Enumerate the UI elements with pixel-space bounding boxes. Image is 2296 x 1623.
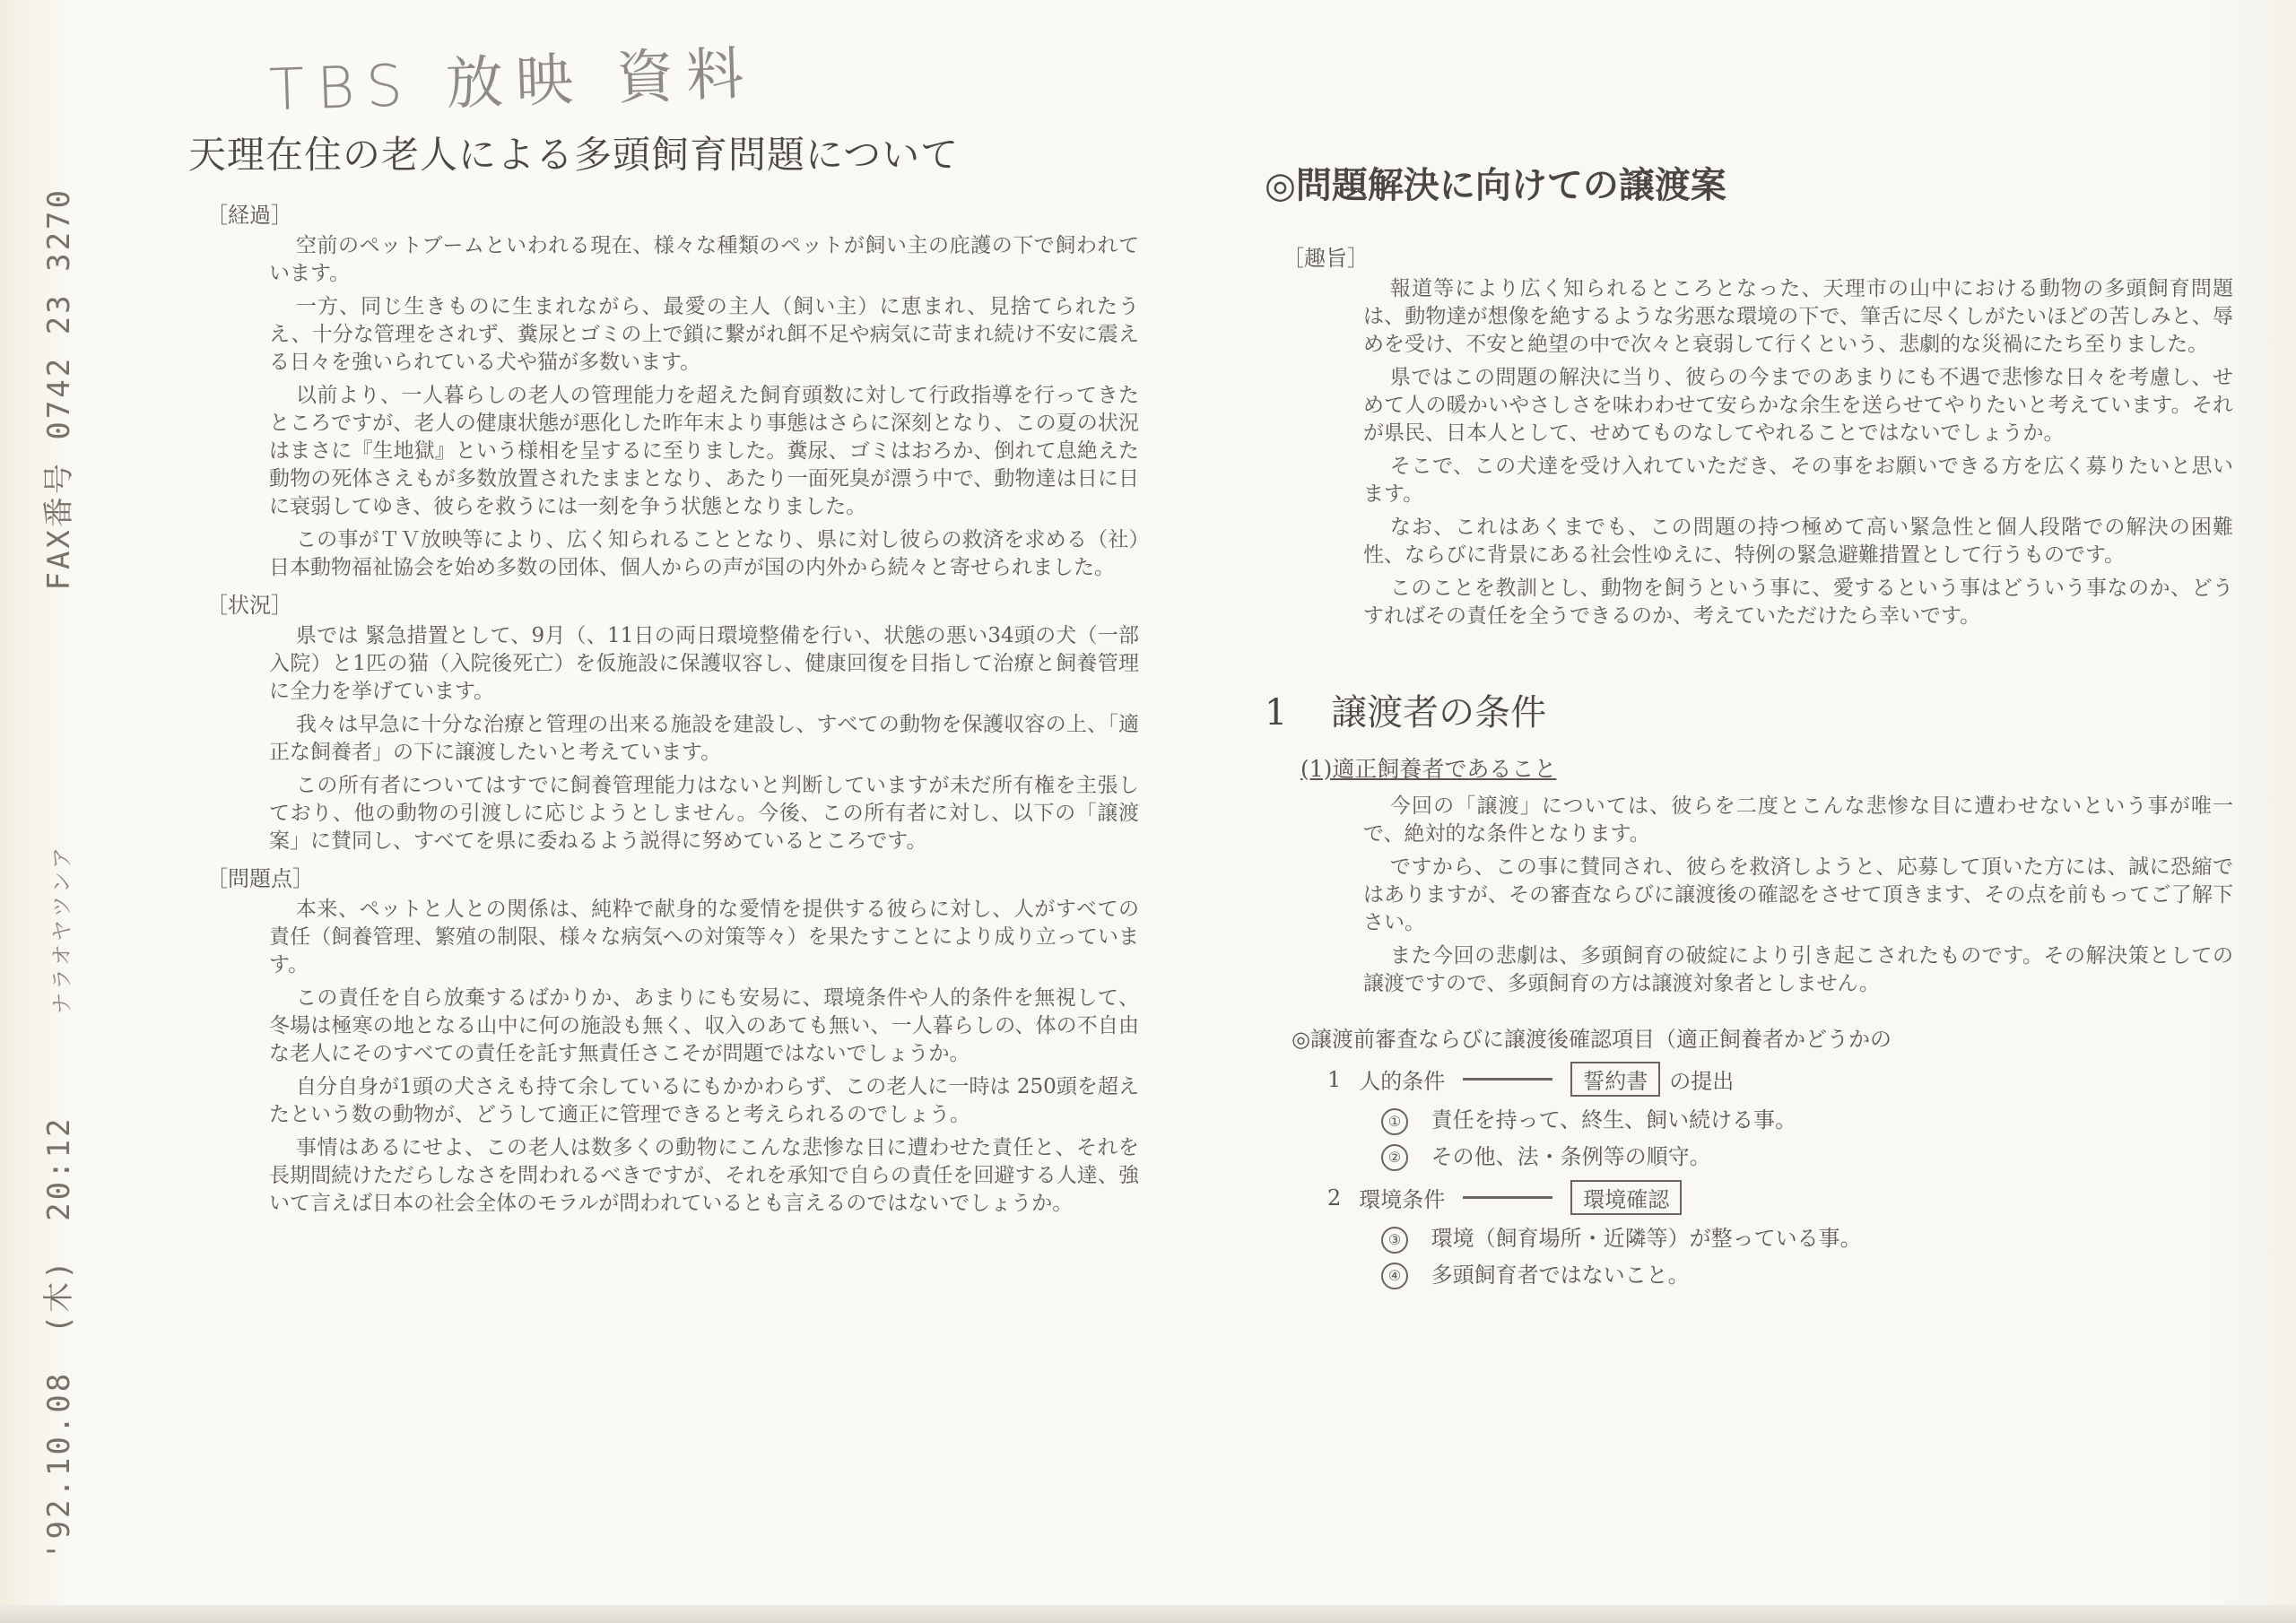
paragraph: このことを教訓とし、動物を飼うという事に、愛するという事はどういう事なのか、どうすればその責任を全うできるのか、考えていただけたら幸いです。 bbox=[1363, 577, 2233, 628]
subitem-text: 責任を持って、終生、飼い続ける事。 bbox=[1431, 1107, 1797, 1133]
section-label: ［問題点］ bbox=[206, 866, 314, 891]
paragraph: 一方、同じ生きものに生まれながら、最愛の主人（飼い主）に恵まれ、見捨てられたうえ、十分な管理をされず、糞尿とゴミの上で鎖に繋がれ餌不足や病気に苛まれ続け不安に震える日々を強いられている犬や猫が多数います。 bbox=[269, 295, 1139, 374]
requirement-subitem bbox=[1381, 1220, 2233, 1254]
paragraph: 県では 緊急措置として、9月（、11日の両日環境整備を行い、状態の悪い34頭の犬（一部入院）と1匹の猫（入院後死亡）を仮施設に保護収容し、健康回復を目指して治療と飼養管理に全力を挙げています。 bbox=[269, 624, 1139, 703]
requirement-number: 1 bbox=[1327, 1066, 1342, 1092]
paragraph: また今回の悲劇は、多頭飼育の破綻により引き起こされたものです。その解決策としての譲渡ですので、多頭飼育の方は譲渡対象者としません。 bbox=[1363, 944, 2233, 995]
paragraph: 今回の「譲渡」については、彼らを二度とこんな悲惨な目に遭わせないという事が唯一で、絶対的な条件となります。 bbox=[1363, 794, 2233, 846]
section-history bbox=[188, 197, 1139, 582]
paragraph: 報道等により広く知られるところとなった、天理市の山中における動物の多頭飼育問題は、動物達が想像を絶するような劣悪な環境の下で、筆舌に尽くしがたいほどの苦しみと、辱めを受け、不安と絶望の中で次々と衰弱して行くという、悲劇的な災禍にたち至りました。 bbox=[1363, 277, 2233, 356]
handwritten-note: TBS 放映 資料 bbox=[268, 40, 758, 125]
page-edge-shadow bbox=[0, 1605, 2296, 1623]
section-problems bbox=[188, 861, 1139, 1218]
conditions-subheading: (1)適正飼養者であること bbox=[1300, 756, 1557, 782]
section-label: ［趣旨］ bbox=[1283, 246, 1369, 271]
requirement-personal bbox=[1327, 1062, 2233, 1097]
section-label: ［経過］ bbox=[206, 203, 292, 228]
paragraph: 事情はあるにせよ、この老人は数多くの動物にこんな悲惨な日に遭わせた責任と、それを長期間続けただらしなさを問われるべきですが、それを承知で自らの責任を回避する人達、強いて言えば日本の社会全体のモラルが問われているとも言えるのではないでしょうか。 bbox=[269, 1136, 1139, 1215]
circled-number: ① bbox=[1381, 1108, 1408, 1135]
conditions-heading bbox=[1265, 684, 2233, 735]
fax-date: '92.10.08 bbox=[41, 1370, 77, 1560]
paragraph: 空前のペットブームといわれる現在、様々な種類のペットが飼い主の庇護の下で飼われています。 bbox=[269, 234, 1139, 285]
right-column bbox=[1265, 157, 2233, 1293]
paragraph: 県ではこの問題の解決に当り、彼らの今までのあまりにも不遇で悲惨な日々を考慮し、せめて人の暖かいやさしさを味わわせて安らかな余生を送らせてやりたいと考えています。それが県民、日本人として、せめてものなしてやれることではないでしょうか。 bbox=[1363, 366, 2233, 445]
paragraph: ですから、この事に賛同され、彼らを救済しようと、応募して頂いた方には、誠に恐縮ではありますが、その審査ならびに譲渡後の確認をさせて頂きます、その点を前もってご了解下さい。 bbox=[1363, 855, 2233, 934]
paragraph: 本来、ペットと人との関係は、純粋で献身的な愛情を提供する彼らに対し、人がすべての責任（飼養管理、繁殖の制限、様々な病気への対策等々）を果たすことにより成り立っています。 bbox=[269, 898, 1139, 976]
check-items-title: ◎譲渡前審査ならびに譲渡後確認項目（適正飼養者かどうかの bbox=[1292, 1027, 1892, 1052]
requirement-suffix: の提出 bbox=[1669, 1069, 1735, 1094]
dash-line bbox=[1463, 1196, 1552, 1199]
fax-transmission-header bbox=[34, 0, 78, 1560]
proposal-title: ◎問題解決に向けての譲渡案 bbox=[1265, 164, 1726, 206]
fax-number: FAX番号 0742 23 3270 bbox=[41, 187, 77, 591]
requirement-subitem bbox=[1381, 1139, 2233, 1172]
paragraph: なお、これはあくまでも、この問題の持つ極めて高い緊急性と個人段階での解決の困難性、ならびに背景にある社会性ゆえに、特例の緊急避難措置として行うものです。 bbox=[1363, 516, 2234, 567]
requirement-number: 2 bbox=[1327, 1185, 1342, 1211]
requirement-label: 環境条件 bbox=[1359, 1187, 1446, 1212]
subitem-text: 環境（飼育場所・近隣等）が整っている事。 bbox=[1431, 1226, 1862, 1251]
requirement-label: 人的条件 bbox=[1359, 1069, 1446, 1094]
requirement-subitem bbox=[1381, 1102, 2233, 1135]
paragraph: 以前より、一人暮らしの老人の管理能力を超えた飼育頭数に対して行政指導を行ってきたところですが、老人の健康状態が悪化した昨年末より事態はさらに深刻となり、この夏の状況はまさに『生地獄』という様相を呈するに至りました。糞尿、ゴミはおろか、倒れて息絶えた動物の死体さえもが多数放置されたままとなり、あたり一面死臭が漂う中で、動物達は日に日に衰弱してゆき、彼らを救うには一刻を争う状態となりました。 bbox=[269, 384, 1139, 518]
paragraph: 我々は早急に十分な治療と管理の出来る施設を建設し、すべての動物を保護収容の上、「適正な飼養者」の下に譲渡したいと考えています。 bbox=[269, 713, 1139, 764]
subitem-text: 多頭飼育者ではないこと。 bbox=[1431, 1262, 1690, 1288]
dash-line bbox=[1463, 1078, 1552, 1081]
fax-sender: ナラオヤツンア bbox=[49, 845, 74, 1014]
paragraph: この所有者についてはすでに飼養管理能力はないと判断していますが未だ所有権を主張しており、他の動物の引渡しに応じようとしません。今後、この所有者に対し、以下の「譲渡案」に賛同し、すべてを県に委ねるよう説得に努めているところです。 bbox=[269, 774, 1139, 853]
paragraph: この責任を自ら放棄するばかりか、あまりにも安易に、環境条件や人的条件を無視して、冬場は極寒の地となる山中に何の施設も無く、収入のあても無い、一人暮らしの、体の不自由な老人にそのすべての責任を託す無責任さこそが問題ではないでしょうか。 bbox=[269, 986, 1139, 1065]
conditions-title: 譲渡者の条件 bbox=[1331, 692, 1547, 733]
requirement-subitem bbox=[1381, 1257, 2233, 1290]
boxed-term: 環境確認 bbox=[1570, 1180, 1682, 1215]
left-column bbox=[188, 126, 1139, 1223]
fax-time: 20:12 bbox=[41, 1115, 77, 1221]
circled-number: ③ bbox=[1381, 1227, 1408, 1254]
section-situation bbox=[188, 587, 1139, 855]
fax-day: (木) bbox=[41, 1258, 77, 1334]
paragraph: この事がＴＶ放映等により、広く知られることとなり、県に対し彼らの救済を求める（社）日本動物福祉協会を始め多数の団体、個人からの声が国の内外から続々と寄せられました。 bbox=[269, 528, 1139, 579]
paragraph: そこで、この犬達を受け入れていただき、その事をお願いできる方を広く募りたいと思います。 bbox=[1363, 455, 2233, 506]
requirement-environment bbox=[1327, 1180, 2233, 1215]
circled-number: ② bbox=[1381, 1144, 1408, 1171]
conditions-number: 1 bbox=[1265, 692, 1288, 733]
paragraph: 自分自身が1頭の犬さえも持て余しているにもかかわらず、この老人に一時は 250頭を超えたという数の動物が、どうして適正に管理できると考えられるのでしょう。 bbox=[269, 1075, 1139, 1126]
document-title: 天理在住の老人による多頭飼育問題について bbox=[188, 133, 960, 177]
section-label: ［状況］ bbox=[206, 593, 292, 618]
circled-number: ④ bbox=[1381, 1263, 1408, 1289]
boxed-term: 誓約書 bbox=[1570, 1062, 1660, 1097]
subitem-text: その他、法・条例等の順守。 bbox=[1431, 1143, 1711, 1169]
